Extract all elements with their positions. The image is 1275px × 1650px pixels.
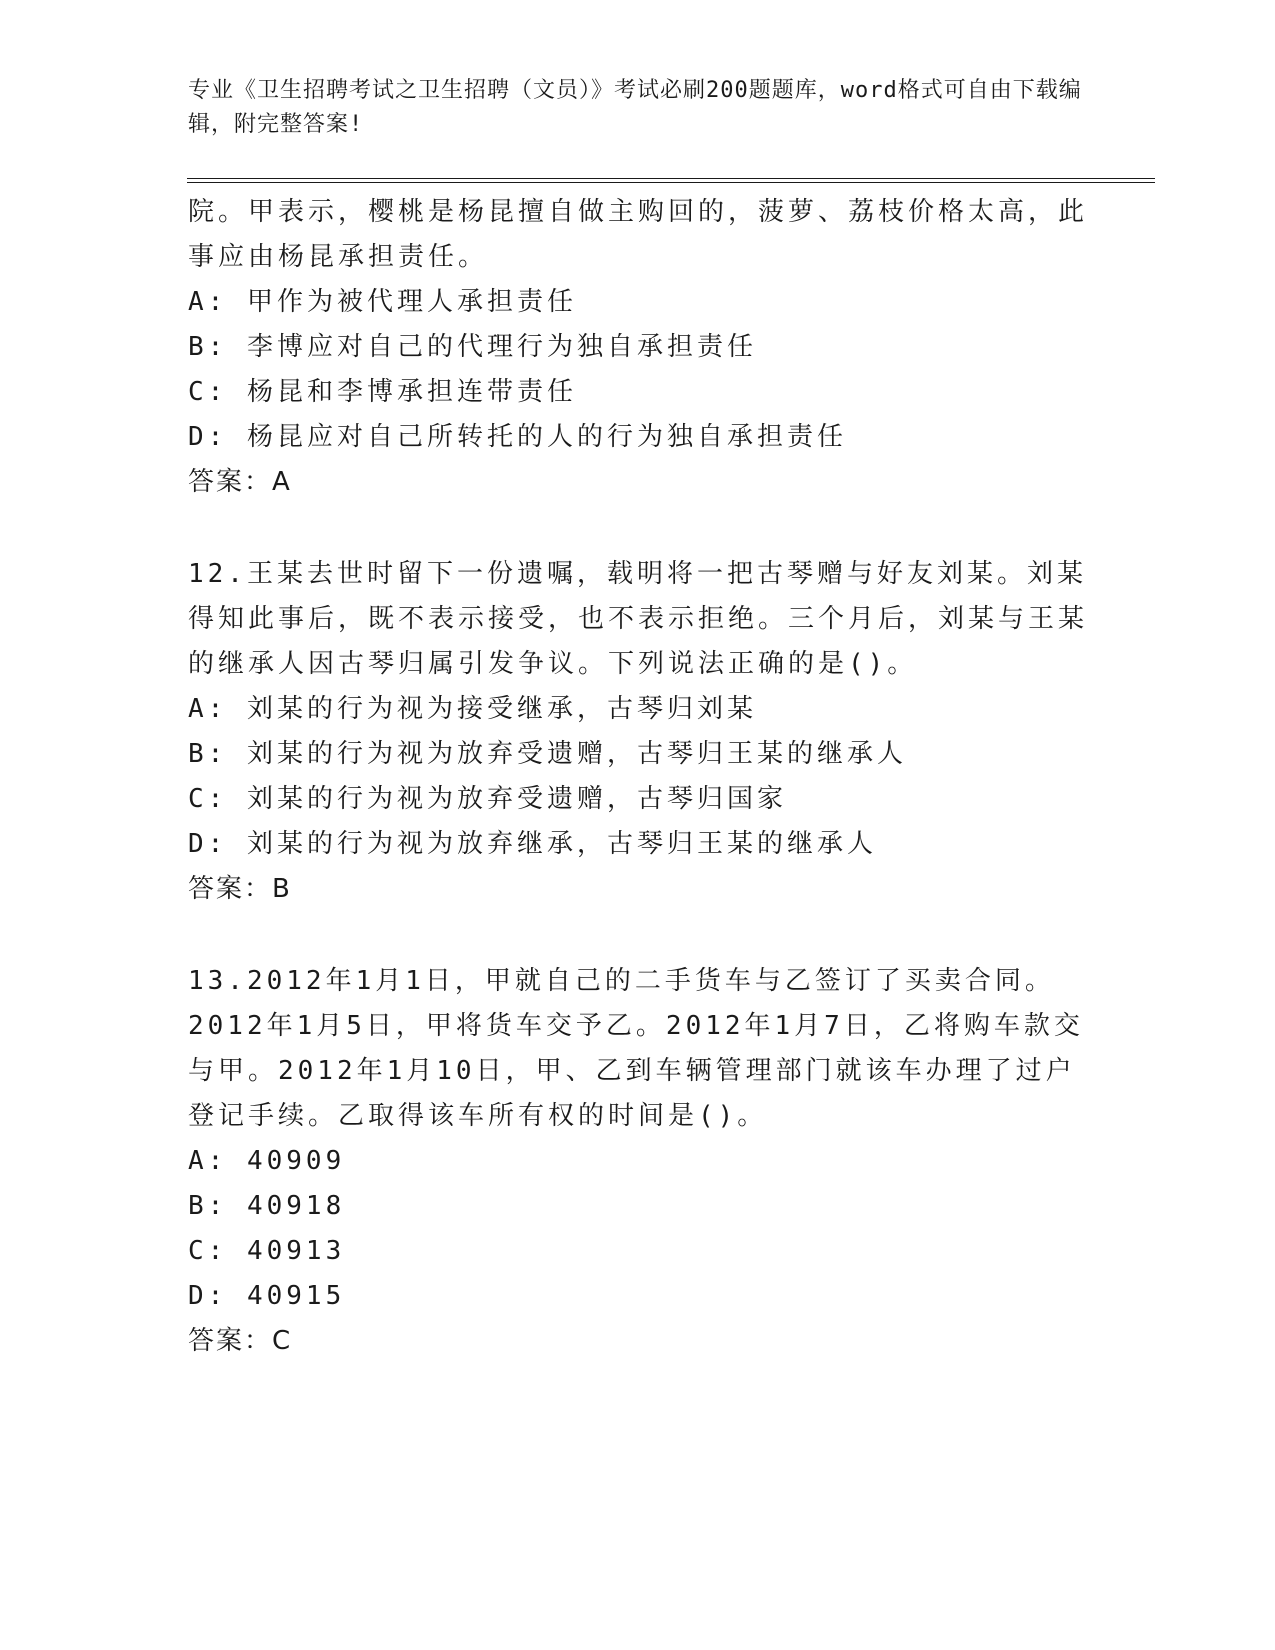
option-c: C: 杨昆和李博承担连带责任 — [188, 377, 577, 407]
answer-line: 答案：B — [188, 874, 292, 904]
answer-line: 答案：A — [188, 467, 292, 497]
block-spacer — [188, 912, 1088, 959]
option-b: B: 李博应对自己的代理行为独自承担责任 — [188, 332, 757, 362]
block-spacer — [188, 505, 1088, 552]
option-a: A: 刘某的行为视为接受继承，古琴归刘某 — [188, 694, 757, 724]
question-block — [188, 552, 1088, 912]
document-header: 专业《卫生招聘考试之卫生招聘（文员）》考试必刷200题题库，word格式可自由下载编辑，附完整答案! — [188, 78, 1082, 137]
option-c: C: 刘某的行为视为放弃受遗赠，古琴归国家 — [188, 784, 787, 814]
question-list — [188, 190, 1088, 1364]
option-a: A: 甲作为被代理人承担责任 — [188, 287, 577, 317]
option-c: C: 40913 — [188, 1236, 346, 1266]
header-rule-top — [187, 178, 1155, 179]
option-a: A: 40909 — [188, 1146, 346, 1176]
question-block — [188, 190, 1088, 505]
option-d: D: 刘某的行为视为放弃继承，古琴归王某的继承人 — [188, 829, 877, 859]
option-b: B: 刘某的行为视为放弃受遗赠，古琴归王某的继承人 — [188, 739, 907, 769]
question-stem: 院。甲表示，樱桃是杨昆擅自做主购回的，菠萝、荔枝价格太高，此事应由杨昆承担责任。 — [188, 197, 1089, 272]
question-stem: 13.2012年1月1日，甲就自己的二手货车与乙签订了买卖合同。2012年1月5日，甲将货车交予乙。2012年1月7日，乙将购车款交与甲。2012年1月10日，甲、乙到车辆管理部门就该车办理了过户登记手续。乙取得该车所有权的时间是()。 — [188, 966, 1084, 1131]
question-stem: 12.王某去世时留下一份遗嘱，载明将一把古琴赠与好友刘某。刘某得知此事后，既不表示接受，也不表示拒绝。三个月后，刘某与王某的继承人因古琴归属引发争议。下列说法正确的是()。 — [188, 559, 1089, 679]
question-block — [188, 959, 1088, 1364]
option-d: D: 40915 — [188, 1281, 346, 1311]
option-d: D: 杨昆应对自己所转托的人的行为独自承担责任 — [188, 422, 847, 452]
header-rule-bottom — [187, 182, 1155, 183]
answer-line: 答案：C — [188, 1326, 293, 1356]
option-b: B: 40918 — [188, 1191, 346, 1221]
